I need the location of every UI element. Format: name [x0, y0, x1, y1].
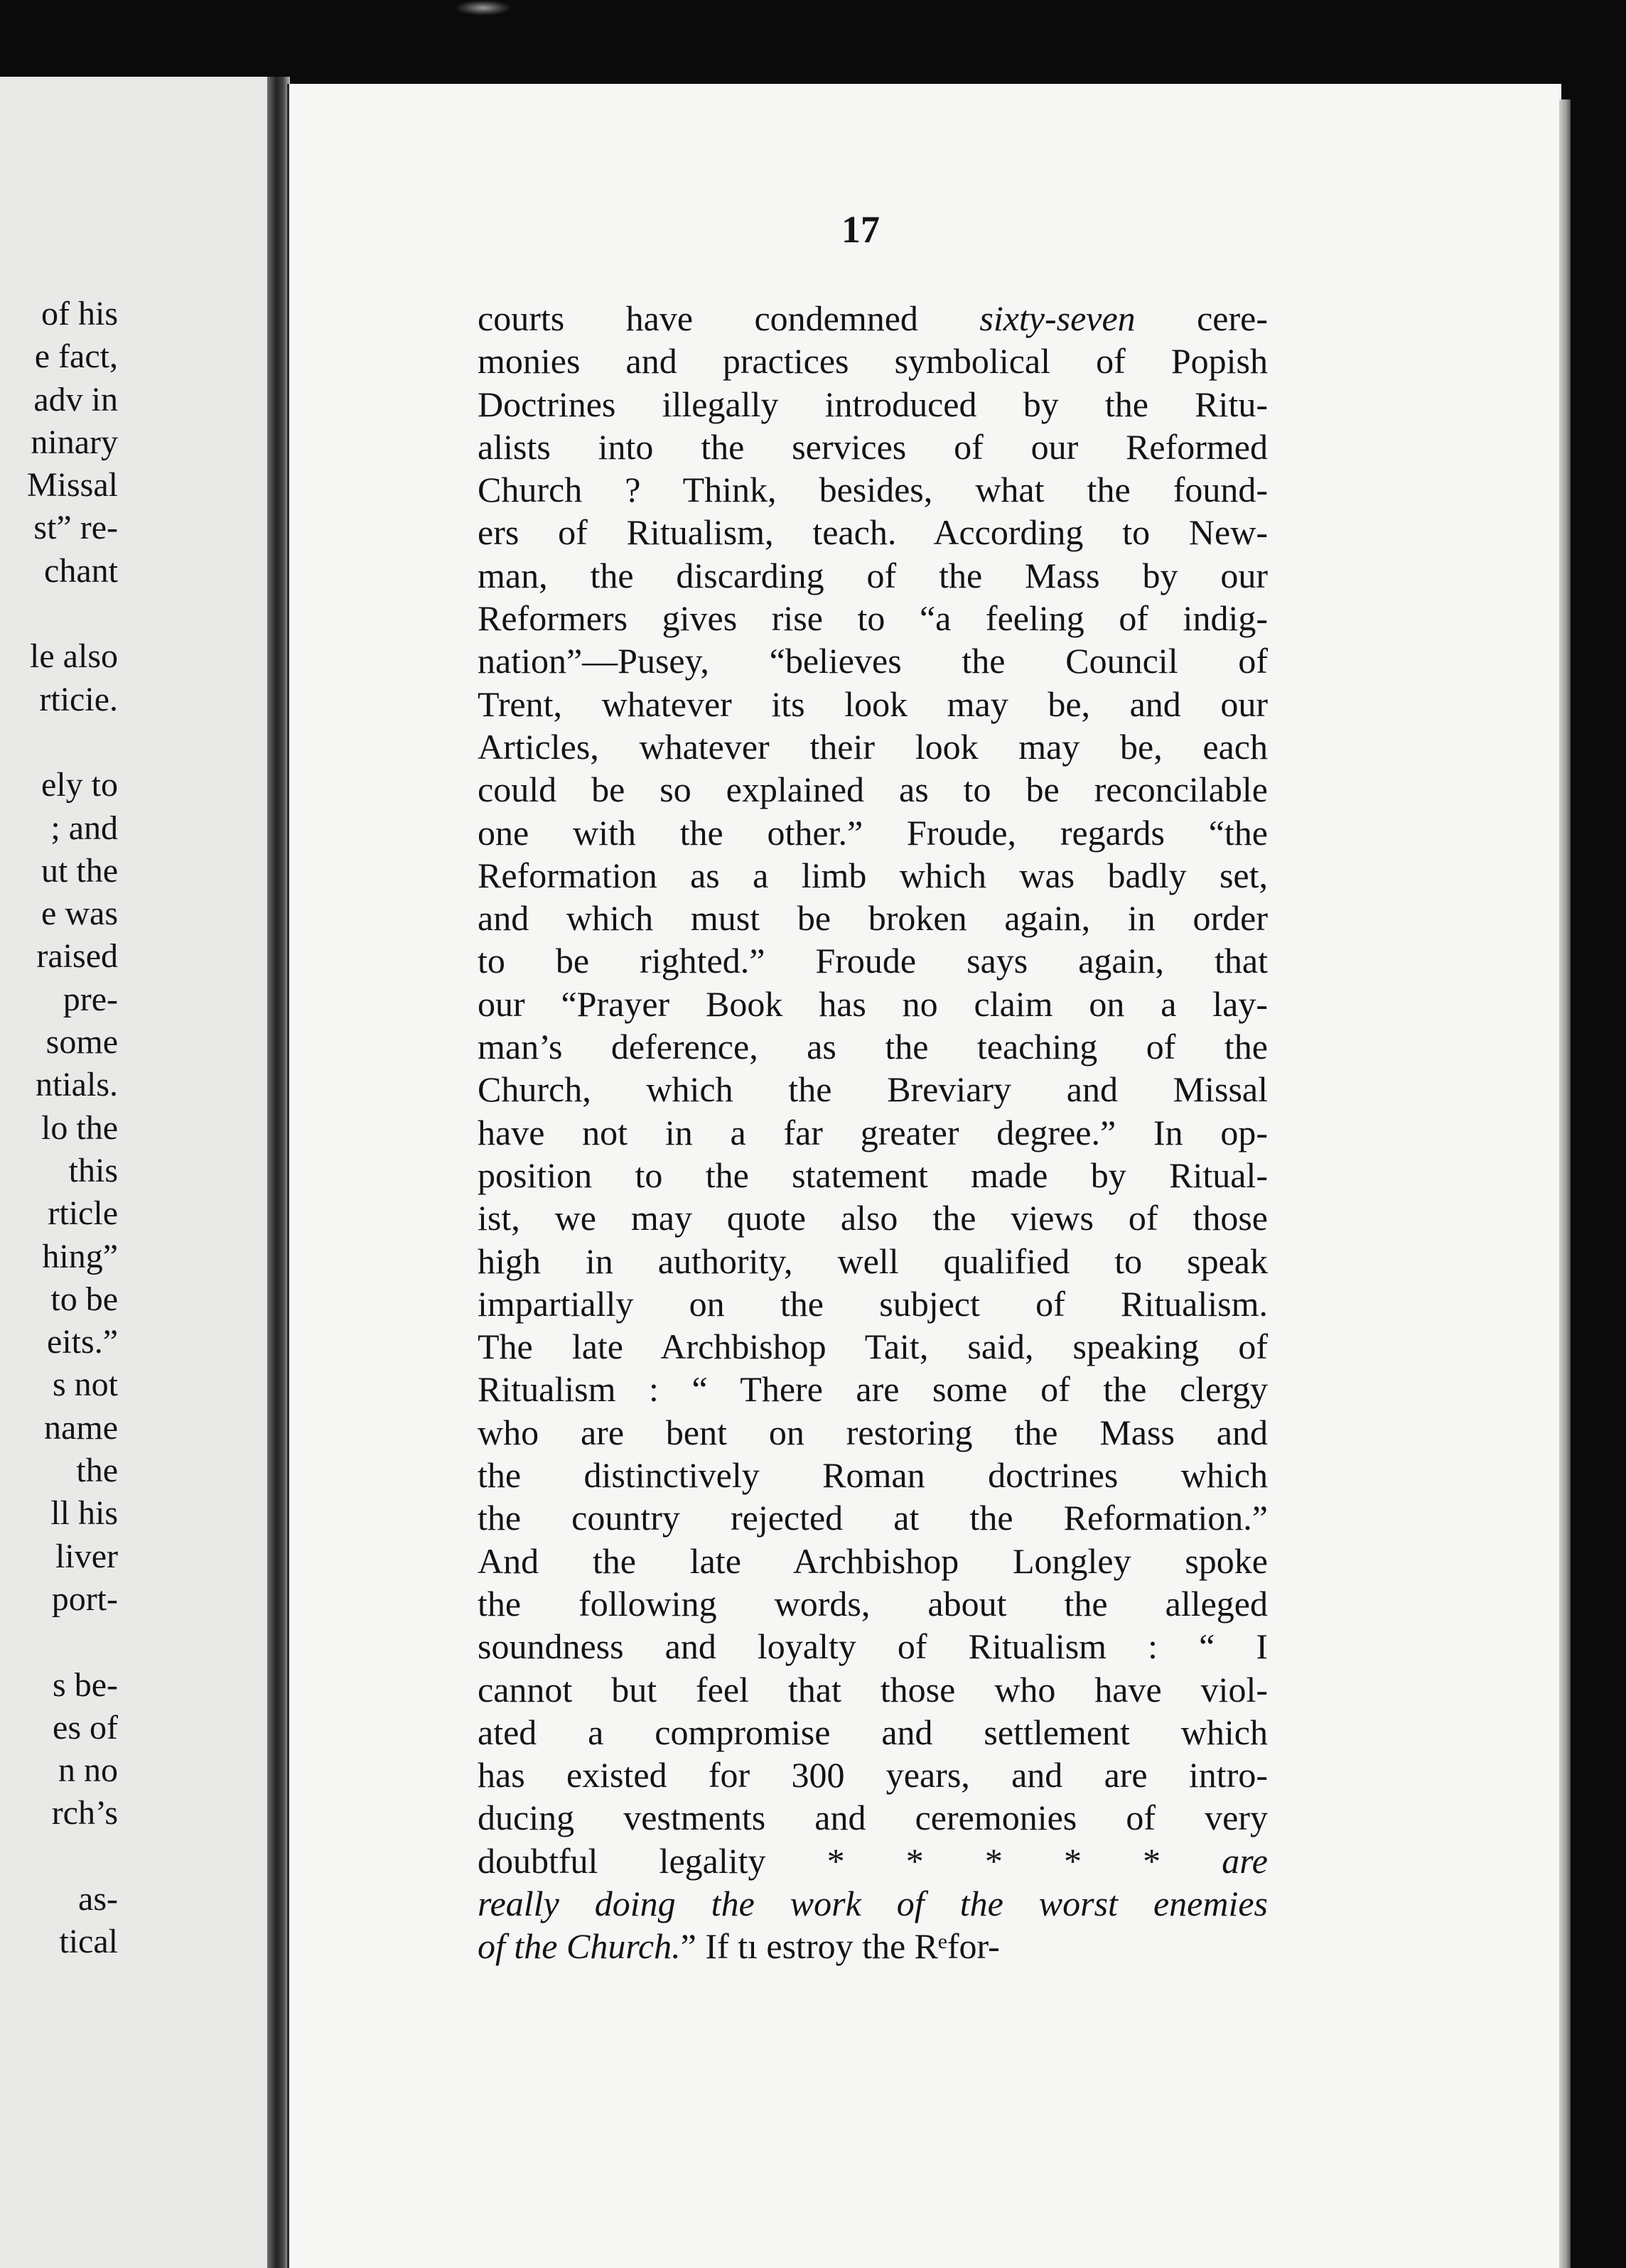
left-page-line: ll his	[50, 1494, 118, 1533]
text-line	[478, 1197, 1268, 1239]
left-page-line: some	[45, 1023, 118, 1062]
left-page-line: to be	[50, 1280, 118, 1318]
text-line	[478, 1840, 1268, 1882]
text-line	[478, 683, 1268, 725]
main-body-text	[478, 297, 1268, 1968]
text-run: Doctrines illegally introduced by the Ritu-	[478, 384, 1268, 424]
text-run: Reformation as a limb which was badly set,	[478, 855, 1268, 895]
text-run: impartially on the subject of Ritualism.	[478, 1283, 1268, 1324]
text-run: ” If tı estroy the Rᵉfor-	[680, 1926, 1000, 1967]
left-page-line: n no	[58, 1751, 118, 1790]
left-page-line: le also	[30, 637, 118, 676]
text-line	[478, 1925, 1268, 1967]
text-line	[478, 1754, 1268, 1796]
left-page-line: of his	[41, 295, 118, 333]
page-edge	[1559, 99, 1571, 2268]
text-line	[478, 597, 1268, 639]
text-run: ers of Ritualism, teach. According to New-	[478, 512, 1268, 553]
text-line	[478, 554, 1268, 597]
text-run: cannot but feel that those who have viol-	[478, 1669, 1268, 1710]
text-line	[478, 1111, 1268, 1154]
text-line	[478, 1796, 1268, 1839]
text-line	[478, 1496, 1268, 1539]
text-line	[478, 297, 1268, 340]
text-line	[478, 1411, 1268, 1454]
scan-smudge	[455, 0, 512, 16]
left-facing-page	[0, 77, 283, 2268]
left-page-line	[0, 593, 118, 635]
text-line	[478, 983, 1268, 1025]
text-run: Trent, whatever its look may be, and our	[478, 684, 1268, 724]
text-run: one with the other.” Froude, regards “the	[478, 812, 1268, 853]
text-run: ated a compromise and settlement which	[478, 1712, 1268, 1752]
text-run: to be righted.” Froude says again, that	[478, 941, 1268, 981]
text-run: soundness and loyalty of Ritualism : “ I	[478, 1626, 1268, 1667]
text-line	[478, 639, 1268, 682]
text-run: Articles, whatever their look may be, each	[478, 726, 1268, 767]
text-line	[478, 939, 1268, 982]
text-run: The late Archbishop Tait, said, speaking of	[478, 1327, 1268, 1367]
text-line	[478, 511, 1268, 554]
text-line	[478, 1668, 1268, 1711]
text-run: nation”—Pusey, “believes the Council of	[478, 641, 1268, 681]
left-page-line	[0, 721, 118, 764]
left-page-line: ut the	[41, 851, 118, 890]
text-line	[478, 1325, 1268, 1368]
left-page-line: the	[76, 1452, 118, 1490]
text-line	[478, 1025, 1268, 1068]
italic-text-run: really doing the work of the worst enemies	[478, 1883, 1268, 1923]
left-page-line: ntials.	[36, 1066, 118, 1104]
left-page-line: lo the	[41, 1108, 118, 1147]
text-run: doubtful legality * * * * *	[478, 1840, 1222, 1881]
text-run: man’s deference, as the teaching of the	[478, 1027, 1268, 1067]
text-run: Church, which the Breviary and Missal	[478, 1069, 1268, 1110]
left-page-line: rticie.	[39, 680, 118, 718]
left-page-line: e was	[41, 895, 118, 933]
text-run: the country rejected at the Reformation.”	[478, 1498, 1268, 1538]
text-run: ducing vestments and ceremonies of very	[478, 1798, 1268, 1838]
text-line	[478, 897, 1268, 939]
text-run: our “Prayer Book has no claim on a lay-	[478, 983, 1268, 1024]
text-run: cere-	[1135, 298, 1268, 338]
page-number: 17	[841, 208, 880, 251]
text-run: who are bent on restoring the Mass and	[478, 1412, 1268, 1452]
italic-text-run: sixty-seven	[979, 298, 1136, 338]
left-page-text-column	[0, 293, 118, 1964]
text-line	[478, 725, 1268, 768]
left-page-line: eits.”	[47, 1323, 118, 1361]
text-line	[478, 1154, 1268, 1197]
text-line	[478, 1368, 1268, 1410]
text-run: Ritualism : “ There are some of the clergy	[478, 1369, 1268, 1410]
text-run: Church ? Think, besides, what the found-	[478, 470, 1268, 510]
left-page-line: this	[68, 1151, 118, 1189]
text-line	[478, 854, 1268, 897]
text-line	[478, 1582, 1268, 1625]
text-run: courts have condemned	[478, 298, 980, 338]
text-run: position to the statement made by Ritual-	[478, 1155, 1268, 1195]
left-page-line: liver	[55, 1537, 118, 1575]
left-page-line: rch’s	[51, 1794, 118, 1832]
left-page-line: chant	[44, 551, 118, 590]
text-run: alists into the services of our Reformed	[478, 426, 1268, 467]
text-run: high in authority, well qualified to speak	[478, 1241, 1268, 1281]
text-run: and which must be broken again, in order	[478, 898, 1268, 939]
text-run: ist, we may quote also the views of those	[478, 1198, 1268, 1238]
text-line	[478, 426, 1268, 468]
left-page-line: raised	[36, 937, 118, 976]
text-line	[478, 1625, 1268, 1668]
text-run: could be so explained as to be reconcilable	[478, 770, 1268, 810]
text-line	[478, 468, 1268, 511]
left-page-line: tical	[59, 1923, 118, 1961]
left-page-line: ninary	[31, 423, 118, 461]
left-page-line	[0, 1835, 118, 1878]
text-line	[478, 383, 1268, 426]
left-page-line: pre-	[63, 980, 118, 1018]
text-line	[478, 340, 1268, 382]
left-page-line	[0, 1621, 118, 1663]
text-line	[478, 1882, 1268, 1925]
text-run: the following words, about the alleged	[478, 1583, 1268, 1624]
left-page-line: port-	[51, 1580, 118, 1618]
left-page-line: st” re-	[33, 509, 118, 547]
italic-text-run: of the Church.	[478, 1926, 681, 1967]
text-run: the distinctively Roman doctrines which	[478, 1455, 1268, 1496]
left-page-line: Missal	[26, 466, 118, 504]
text-line	[478, 1282, 1268, 1325]
text-line	[478, 768, 1268, 811]
left-page-line: s not	[52, 1366, 118, 1404]
left-page-line: hing”	[42, 1237, 118, 1275]
text-run: And the late Archbishop Longley spoke	[478, 1540, 1268, 1581]
left-page-line: name	[44, 1408, 118, 1447]
left-page-line: s be-	[53, 1665, 118, 1704]
text-run: has existed for 300 years, and are intro-	[478, 1755, 1268, 1796]
left-page-line: ; and	[50, 809, 118, 847]
text-line	[478, 1454, 1268, 1496]
left-page-line: adv in	[33, 380, 118, 418]
text-line	[478, 1068, 1268, 1111]
left-page-line: es of	[53, 1708, 118, 1746]
text-run: Reformers gives rise to “a feeling of indig-	[478, 598, 1268, 639]
left-page-line: e fact,	[34, 338, 118, 376]
left-page-line: rticle	[48, 1194, 118, 1233]
text-line	[478, 1711, 1268, 1754]
text-line	[478, 1240, 1268, 1282]
text-run: have not in a far greater degree.” In op-	[478, 1112, 1268, 1152]
left-page-line: as-	[78, 1879, 118, 1918]
left-page-line: ely to	[41, 766, 118, 804]
text-run: monies and practices symbolical of Popish	[478, 341, 1268, 382]
text-line	[478, 811, 1268, 854]
text-line	[478, 1540, 1268, 1582]
text-run: man, the discarding of the Mass by our	[478, 555, 1268, 595]
italic-text-run: are	[1222, 1840, 1268, 1881]
